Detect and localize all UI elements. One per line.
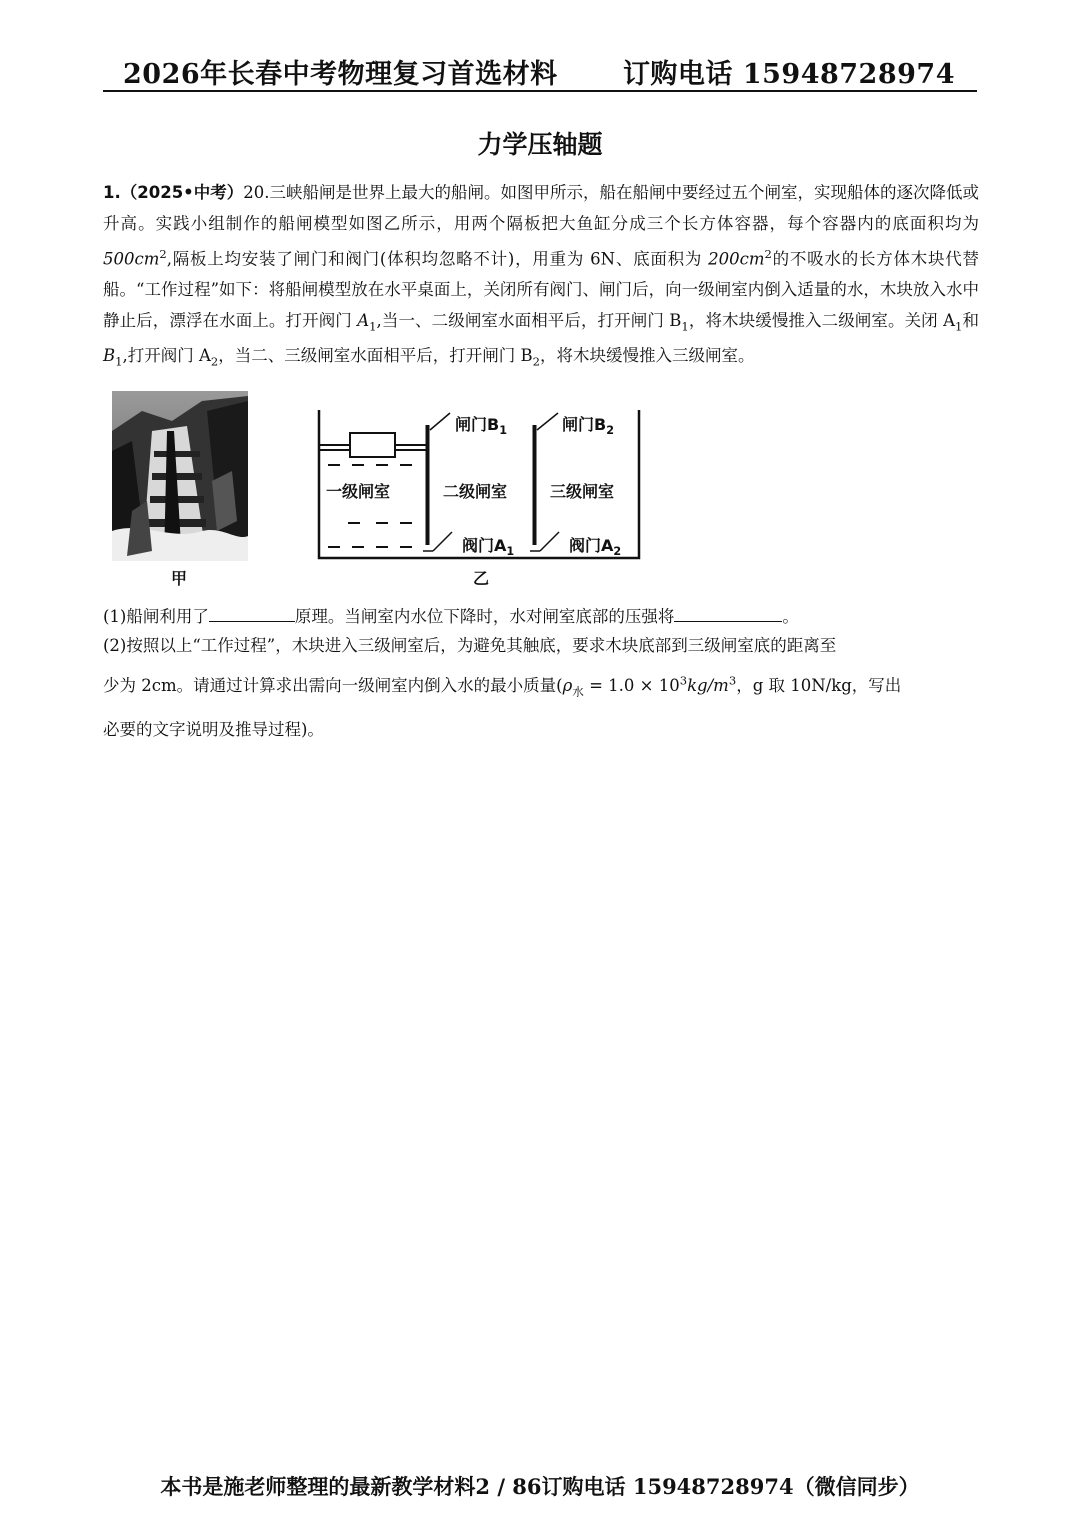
header-title: 2026年长春中考物理复习首选材料 [123, 59, 558, 90]
label-chamber-1: 一级闸室 [326, 479, 390, 502]
ship-lock-photo [112, 391, 248, 561]
section-title: 力学压轴题 [477, 130, 603, 159]
caption-photo: 甲 [171, 569, 188, 588]
problem-p7: ,打开阀门 A [122, 346, 211, 366]
area-200: 200cm [708, 249, 765, 269]
blank-pressure[interactable] [674, 621, 782, 622]
page-header [103, 52, 977, 92]
label-gate-b2: 闸门$B_2$ [562, 412, 614, 437]
problem-p8: ，当二、三级闸室水面相平后，打开闸门 B [218, 346, 533, 366]
blank-principle[interactable] [209, 621, 295, 622]
problem-tag: 1.（2025•中考） [103, 183, 244, 202]
problem-p2: ,隔板上均安装了闸门和阀门(体积均忽略不计)，用重为 6N、底面积为 [166, 249, 709, 269]
header-phone: 订购电话 15948728974 [622, 59, 955, 90]
label-gate-b1: 闸门$B_1$ [455, 412, 507, 437]
problem-p9: ，将木块缓慢推入三级闸室。 [540, 346, 755, 366]
caption-diagram: 乙 [473, 569, 490, 588]
question-2-line1: (2)按照以上“工作过程”，木块进入三级闸室后，为避免其触底，要求木块底部到三级闸室底的距离至 [103, 636, 837, 655]
question-1: (1)船闸利用了 原理。当闸室内水位下降时，水对闸室底部的压强将 。 [103, 607, 799, 626]
label-valve-a2: 阀门$A_2$ [569, 536, 622, 559]
problem-p1: 20.三峡船闸是世界上最大的船闸。如图甲所示，船在船闸中要经过五个闸室，实现船体的逐次降低或升高。实践小组制作的船闸模型如图乙所示，用两个隔板把大鱼缸分成三个长方体容器，每个容器内的底面积均为 [103, 183, 980, 233]
label-chamber-3: 三级闸室 [550, 482, 615, 501]
problem-p6: 和 [962, 310, 979, 330]
question-2-line3: 必要的文字说明及推导过程)。 [103, 720, 324, 739]
problem-p5: ，将木块缓慢推入二级闸室。关闭 A [688, 310, 956, 330]
problem-text: 1.（2025•中考）20.三峡船闸是世界上最大的船闸。如图甲所示，船在船闸中要经过五个闸室，实现船体的逐次降低或升高。实践小组制作的船闸模型如图乙所示，用两个隔板把大鱼缸分成三个长方体容器，每个容器内的底面积均为 $500cm^2$,隔板上均安装了闸门和阀门(体积均忽略不计)，用重为 6N、底面积为 $200cm^2$的不吸水的长方体木块代替船。“工作过程”如下：将船闸模型放在水平桌面上，关闭所有阀门、闸门后，向一级闸室内倒入适量的水，木块放入水中静止后，漂浮在水面上。打开阀门 $A_1$,当一、二级闸室水面相平后，打开闸门 $B_1$，将木块缓慢推入二级闸室。关闭 $A_1$和 $B_1$,打开阀门 $A_2$，当二、三级闸室水面相平后，打开闸门 $B_2$，将木块缓慢推入三级闸室。 [103, 183, 980, 369]
page-footer: 本书是施老师整理的最新教学材料2 / 86订购电话 15948728974（微信同步） [160, 1474, 920, 1499]
area-500: 500cm [103, 249, 160, 269]
problem-p3: 的不吸水的长方体木块代替船。“工作过程”如下：将船闸模型放在水平桌面上，关闭所有阀门、闸门后，向一级闸室内倒入适量的水，木块放入水中静止后，漂浮在水面上。打开阀门 [103, 249, 980, 330]
question-2-line2: 少为 2cm。请通过计算求出需向一级闸室内倒入水的最小质量($\rho_水 = 1.0 \times 10^3kg/m^3$，g 取 10N/kg，写出 [103, 673, 902, 699]
problem-p4: ,当一、二级闸室水面相平后，打开闸门 B [376, 310, 682, 330]
label-valve-a1: 阀门$A_1$ [462, 536, 515, 559]
label-chamber-2: 二级闸室 [443, 482, 508, 501]
